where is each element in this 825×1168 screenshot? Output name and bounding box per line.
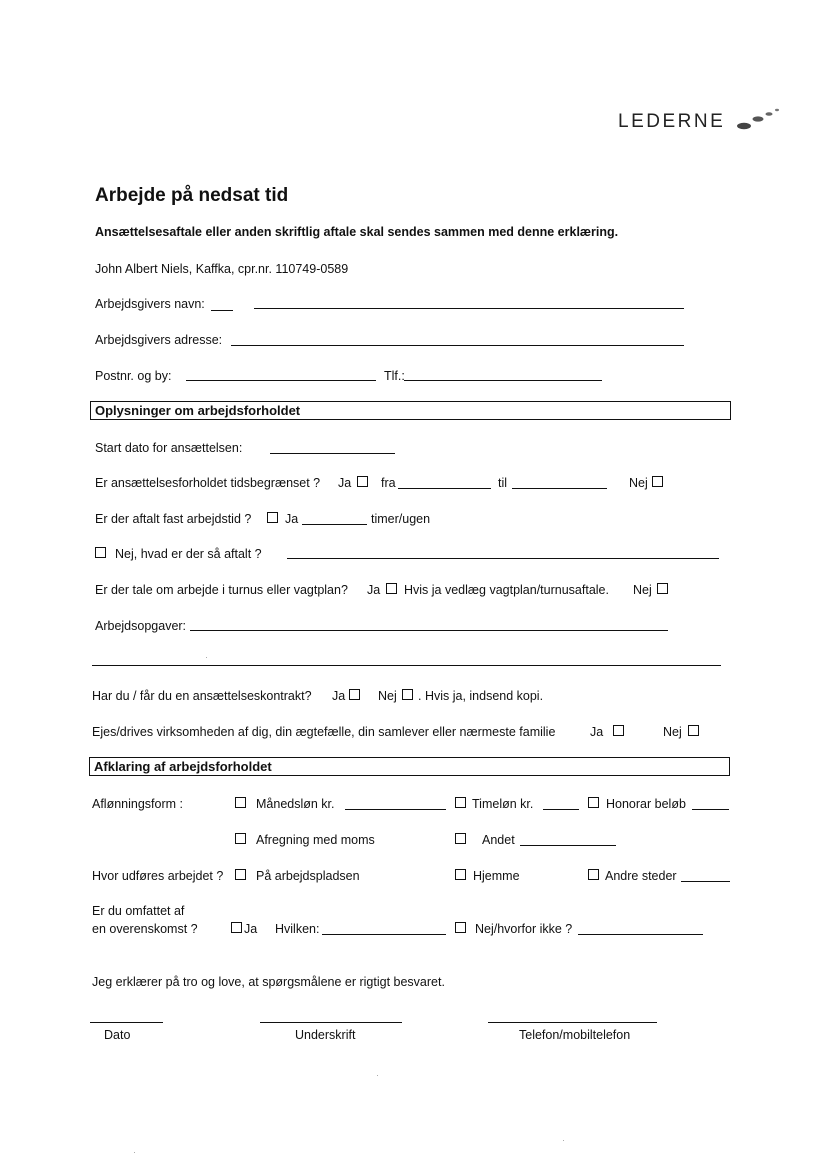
employer-name-field-long[interactable] <box>254 308 684 309</box>
signature-caption: Underskrift <box>295 1028 356 1042</box>
home-checkbox[interactable] <box>455 869 466 880</box>
phone-label: Tlf.: <box>384 369 405 383</box>
fee-checkbox[interactable] <box>588 797 599 808</box>
hourly-field[interactable] <box>543 809 579 810</box>
agreement-nej-label: Nej/hvorfor ikke ? <box>475 922 573 936</box>
section-heading: Oplysninger om arbejdsforholdet <box>95 403 301 418</box>
tasks-label: Arbejdsopgaver: <box>95 619 187 633</box>
owned-ja-label: Ja <box>590 725 604 739</box>
hourly-label: Timeløn kr. <box>472 797 534 811</box>
owned-ja-checkbox[interactable] <box>613 725 624 736</box>
person-line: John Albert Niels, Kaffka, cpr.nr. 110749-0589 <box>95 262 349 276</box>
pay-form-label: Aflønningsform : <box>92 797 184 811</box>
owned-question: Ejes/drives virksomheden af dig, din ægtefælle, din samlever eller nærmeste familie <box>92 725 556 739</box>
fixed-hours-question: Er der aftalt fast arbejdstid ? <box>95 512 252 526</box>
owned-nej-label: Nej <box>663 725 682 739</box>
elsewhere-label: Andre steder <box>605 869 677 883</box>
phone-caption: Telefon/mobiltelefon <box>519 1028 631 1042</box>
agreement-question-1: Er du omfattet af <box>92 904 185 918</box>
postal-field[interactable] <box>186 380 376 381</box>
tasks-field-1[interactable] <box>190 630 668 631</box>
fixed-hours-ja-label: Ja <box>285 512 299 526</box>
start-date-label: Start dato for ansættelsen: <box>95 441 243 455</box>
workplace-label: På arbejdspladsen <box>256 869 360 883</box>
limited-fra-label: fra <box>381 476 396 490</box>
where-question: Hvor udføres arbejdet ? <box>92 869 224 883</box>
start-date-field[interactable] <box>270 453 395 454</box>
agreement-ja-checkbox[interactable] <box>231 922 242 933</box>
turnus-ja-checkbox[interactable] <box>386 583 397 594</box>
contract-ja-checkbox[interactable] <box>349 689 360 700</box>
scan-speck <box>377 1075 378 1076</box>
owned-nej-checkbox[interactable] <box>688 725 699 736</box>
fee-field[interactable] <box>692 809 729 810</box>
nej-hvad-field[interactable] <box>287 558 719 559</box>
contract-nej-label: Nej <box>378 689 397 703</box>
elsewhere-field[interactable] <box>681 881 730 882</box>
agreement-which-label: Hvilken: <box>275 922 320 936</box>
agreement-nej-field[interactable] <box>578 934 703 935</box>
fee-label: Honorar beløb <box>606 797 686 811</box>
contract-ja-label: Ja <box>332 689 346 703</box>
logo-mark-icon <box>734 108 784 134</box>
lederne-logo <box>618 108 788 140</box>
logo-wordmark: LEDERNE <box>618 111 726 132</box>
section-heading-box <box>90 401 731 420</box>
agreement-nej-checkbox[interactable] <box>455 922 466 933</box>
tasks-field-2[interactable] <box>92 665 721 666</box>
scan-speck <box>563 1140 564 1141</box>
scan-speck <box>134 1152 135 1153</box>
date-signature-line[interactable] <box>90 1022 163 1023</box>
monthly-label: Månedsløn kr. <box>256 797 335 811</box>
other-label: Andet <box>482 833 515 847</box>
vat-checkbox[interactable] <box>235 833 246 844</box>
limited-til-label: til <box>498 476 508 490</box>
contract-question: Har du / får du en ansættelseskontrakt? <box>92 689 312 703</box>
limited-ja-checkbox[interactable] <box>357 476 368 487</box>
declaration-text: Jeg erklærer på tro og love, at spørgsmålene er rigtigt besvaret. <box>92 975 445 989</box>
section-heading-box-2 <box>89 757 730 776</box>
limited-fra-field[interactable] <box>398 488 491 489</box>
hours-per-week-label: timer/ugen <box>371 512 431 526</box>
limited-nej-checkbox[interactable] <box>652 476 663 487</box>
other-checkbox[interactable] <box>455 833 466 844</box>
monthly-field[interactable] <box>345 809 446 810</box>
agreement-question-2: en overenskomst ? <box>92 922 198 936</box>
phone-field[interactable] <box>404 380 602 381</box>
agreement-ja-label: Ja <box>244 922 258 936</box>
agreement-which-field[interactable] <box>322 934 446 935</box>
other-field[interactable] <box>520 845 616 846</box>
turnus-ja-label: Ja <box>367 583 381 597</box>
vat-label: Afregning med moms <box>256 833 375 847</box>
turnus-question: Er der tale om arbejde i turnus eller vagtplan? <box>95 583 348 597</box>
turnus-nej-label: Nej <box>633 583 652 597</box>
fixed-hours-ja-checkbox[interactable] <box>267 512 278 523</box>
employer-name-field[interactable] <box>211 310 233 311</box>
limited-question: Er ansættelsesforholdet tidsbegrænset ? <box>95 476 321 490</box>
employer-address-field[interactable] <box>231 345 684 346</box>
fixed-hours-field[interactable] <box>302 524 367 525</box>
postal-label: Postnr. og by: <box>95 369 172 383</box>
employer-name-label: Arbejdsgivers navn: <box>95 297 205 311</box>
turnus-nej-checkbox[interactable] <box>657 583 668 594</box>
nej-hvad-label: Nej, hvad er der så aftalt ? <box>115 547 262 561</box>
subtitle: Ansættelsesaftale eller anden skriftlig aftale skal sendes sammen med denne erklæring. <box>95 225 619 239</box>
limited-ja-label: Ja <box>338 476 352 490</box>
limited-nej-label: Nej <box>629 476 648 490</box>
workplace-checkbox[interactable] <box>235 869 246 880</box>
scan-speck <box>206 657 207 658</box>
phone-signature-line[interactable] <box>488 1022 657 1023</box>
hourly-checkbox[interactable] <box>455 797 466 808</box>
page-title: Arbejde på nedsat tid <box>95 185 289 206</box>
contract-nej-checkbox[interactable] <box>402 689 413 700</box>
limited-til-field[interactable] <box>512 488 607 489</box>
contract-tail: . Hvis ja, indsend kopi. <box>418 689 544 703</box>
monthly-checkbox[interactable] <box>235 797 246 808</box>
signature-line[interactable] <box>260 1022 402 1023</box>
employer-address-label: Arbejdsgivers adresse: <box>95 333 223 347</box>
date-caption: Dato <box>104 1028 131 1042</box>
home-label: Hjemme <box>473 869 520 883</box>
elsewhere-checkbox[interactable] <box>588 869 599 880</box>
nej-hvad-checkbox[interactable] <box>95 547 106 558</box>
section-heading-2: Afklaring af arbejdsforholdet <box>94 759 272 774</box>
turnus-hvis-label: Hvis ja vedlæg vagtplan/turnusaftale. <box>404 583 609 597</box>
